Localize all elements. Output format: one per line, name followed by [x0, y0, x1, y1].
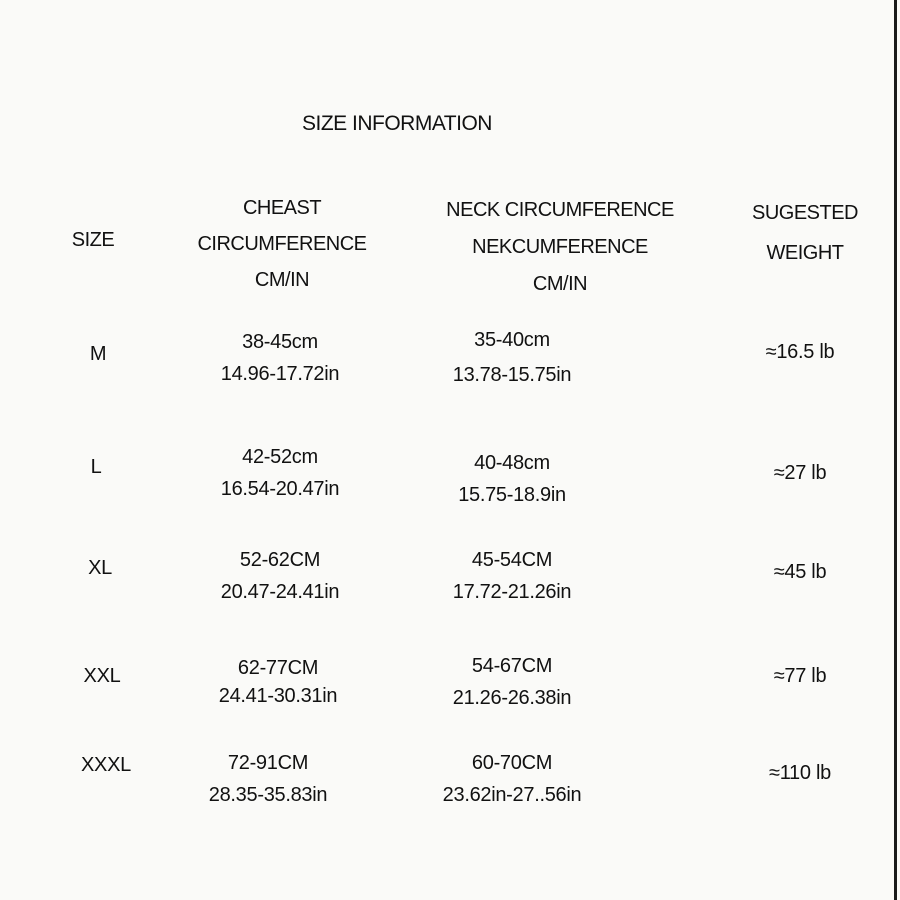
neck-in: 13.78-15.75in — [452, 364, 572, 386]
neck-cell — [422, 650, 602, 714]
header-chest — [182, 190, 382, 298]
neck-in: 21.26-26.38in — [452, 687, 572, 709]
table-row — [0, 326, 900, 406]
chest-cell — [190, 544, 370, 608]
table-row — [0, 441, 900, 521]
header-neck-line-2: NEKCUMFERENCE — [472, 236, 648, 258]
header-size — [58, 222, 128, 258]
chest-in: 16.54-20.47in — [220, 478, 340, 500]
neck-cm: 54-67CM — [471, 655, 553, 677]
table-row — [0, 652, 900, 732]
neck-cell — [422, 447, 602, 511]
chest-cm: 42-52cm — [242, 446, 318, 468]
header-neck — [430, 192, 690, 303]
table-row — [0, 747, 900, 827]
chest-in: 24.41-30.31in — [218, 685, 338, 707]
neck-cm: 45-54CM — [471, 549, 553, 571]
chest-cm: 62-77CM — [237, 657, 319, 679]
neck-in: 15.75-18.9in — [458, 484, 566, 506]
neck-cell — [422, 747, 602, 811]
chest-cell — [190, 441, 370, 505]
weight-cell: ≈45 lb — [773, 561, 827, 583]
chest-cm: 72-91CM — [227, 752, 309, 774]
chest-cm: 38-45cm — [242, 331, 318, 353]
header-chest-line-2: CIRCUMFERENCE — [197, 233, 367, 255]
chest-in: 20.47-24.41in — [220, 581, 340, 603]
header-size-label: SIZE — [71, 229, 115, 251]
neck-in: 17.72-21.26in — [452, 581, 572, 603]
header-neck-line-1: NECK CIRCUMFERENCE — [446, 199, 674, 221]
header-chest-line-1: CHEAST — [242, 197, 322, 219]
neck-cm: 40-48cm — [474, 452, 550, 474]
chest-cell — [178, 747, 358, 811]
size-cell: XXXL — [81, 754, 131, 776]
table-row — [0, 544, 900, 624]
size-cell: L — [90, 456, 102, 478]
neck-cm: 35-40cm — [474, 329, 550, 351]
size-cell: XL — [88, 557, 112, 579]
chest-cm: 52-62CM — [239, 549, 321, 571]
header-weight-line-2: WEIGHT — [766, 242, 844, 264]
header-weight-line-1: SUGESTED — [751, 202, 859, 224]
header-weight — [730, 193, 880, 273]
neck-cell — [422, 324, 602, 391]
weight-cell: ≈16.5 lb — [765, 341, 835, 363]
size-cell: M — [89, 343, 107, 365]
chest-in: 14.96-17.72in — [220, 363, 340, 385]
weight-cell: ≈110 lb — [769, 762, 831, 784]
weight-cell: ≈77 lb — [773, 665, 827, 687]
header-chest-line-3: CM/IN — [254, 269, 310, 291]
neck-cell — [422, 544, 602, 608]
chest-cell — [190, 326, 370, 390]
neck-cm: 60-70CM — [471, 752, 553, 774]
chest-cell — [188, 652, 368, 712]
page-title: SIZE INFORMATION — [302, 112, 492, 135]
size-cell: XXL — [83, 665, 121, 687]
header-neck-line-3: CM/IN — [532, 273, 588, 295]
chest-in: 28.35-35.83in — [208, 784, 328, 806]
neck-in: 23.62in-27..56in — [442, 784, 582, 806]
weight-cell: ≈27 lb — [773, 462, 827, 484]
